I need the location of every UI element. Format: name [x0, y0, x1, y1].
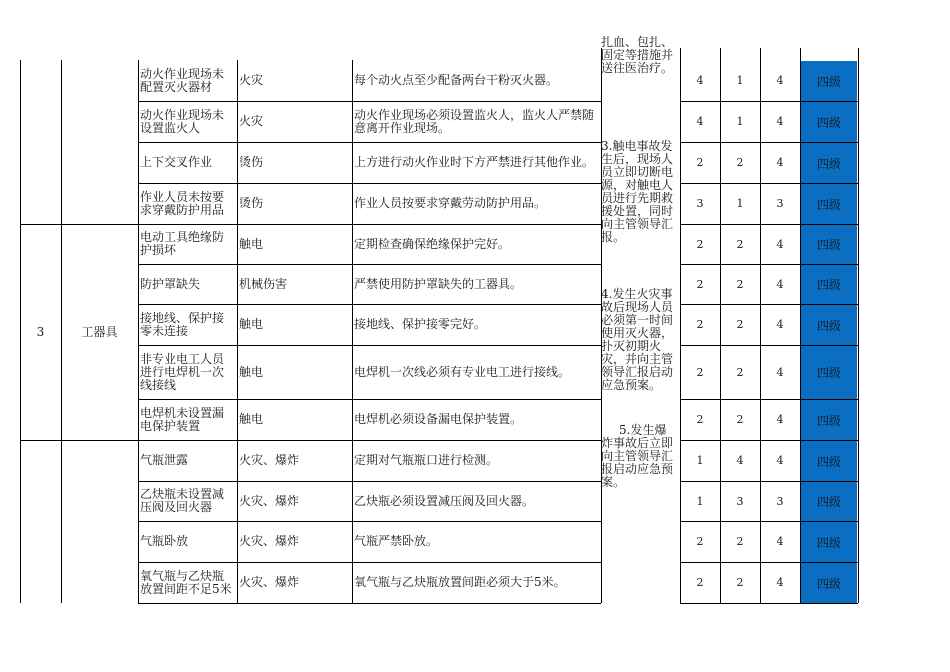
row-likelihood: 2 [696, 318, 704, 331]
grid-v-line [61, 60, 62, 603]
grid-h-line [680, 101, 858, 102]
row-item: 气瓶泄露 [140, 453, 189, 467]
row-item: 防护罩缺失 [140, 276, 201, 291]
row-exposure: 2 [736, 156, 744, 169]
row-likelihood: 2 [696, 413, 704, 426]
row-item: 电焊机未设置漏电保护装置 [140, 405, 225, 433]
row-consequence: 4 [776, 365, 784, 379]
row-hazard: 火灾、爆炸 [239, 453, 300, 467]
row-risk-level: 四级 [801, 305, 857, 345]
row-exposure: 2 [736, 576, 744, 589]
row-control: 定期对气瓶瓶口进行检测。 [354, 453, 499, 467]
row-exposure: 1 [736, 197, 744, 210]
grid-v-line [601, 48, 602, 603]
grid-h-line [138, 264, 601, 265]
row-consequence: 4 [776, 318, 784, 331]
grid-h-line [680, 224, 858, 225]
grid-h-line [680, 603, 858, 604]
row-hazard: 触电 [239, 364, 264, 379]
row-consequence: 3 [776, 494, 784, 508]
grid-h-line [680, 399, 858, 400]
grid-h-line [20, 224, 138, 225]
emergency-measure-2-tail: 扎血、包扎、固定等措施并送往医治疗。 [601, 35, 674, 75]
grid-v-line [720, 48, 721, 603]
row-exposure: 1 [736, 115, 744, 128]
row-control: 电焊机一次线必须有专业电工进行接线。 [354, 364, 571, 379]
row-likelihood: 2 [696, 277, 704, 291]
group-3-number: 3 [36, 324, 45, 339]
row-likelihood: 2 [696, 535, 704, 548]
row-item: 接地线、保护接零未连接 [140, 310, 225, 338]
row-exposure: 2 [736, 237, 744, 251]
row-consequence: 4 [776, 576, 784, 589]
row-item: 电动工具绝缘防护损坏 [140, 230, 225, 257]
grid-h-line [680, 264, 858, 265]
grid-h-line [680, 481, 858, 482]
row-hazard: 烫伤 [239, 196, 264, 210]
row-consequence: 4 [776, 535, 784, 548]
row-control: 每个动火点至少配备两台干粉灭火器。 [354, 73, 559, 87]
row-consequence: 3 [776, 197, 784, 210]
row-hazard: 火灾、爆炸 [239, 534, 300, 548]
row-control: 电焊机必须设备漏电保护装置。 [354, 412, 523, 426]
row-risk-level: 四级 [801, 143, 857, 183]
grid-h-line [138, 521, 601, 522]
row-control: 作业人员按要求穿戴劳动防护用品。 [354, 196, 547, 210]
row-control: 上方进行动火作业时下方严禁进行其他作业。 [354, 155, 595, 169]
grid-h-line [20, 440, 138, 441]
grid-v-line [352, 60, 353, 603]
grid-h-line [138, 481, 601, 482]
row-risk-level: 四级 [801, 184, 857, 224]
grid-v-line [858, 48, 859, 603]
row-likelihood: 4 [696, 115, 704, 128]
grid-h-line [138, 399, 601, 400]
row-consequence: 4 [776, 454, 784, 467]
row-consequence: 4 [776, 74, 784, 87]
row-hazard: 触电 [239, 412, 264, 426]
row-risk-level: 四级 [801, 265, 857, 304]
row-control: 乙炔瓶必须设置减压阀及回火器。 [354, 493, 535, 508]
row-exposure: 3 [736, 494, 744, 508]
row-exposure: 2 [736, 535, 744, 548]
row-risk-level: 四级 [801, 61, 857, 101]
row-likelihood: 3 [696, 197, 704, 210]
row-exposure: 2 [736, 365, 744, 379]
emergency-measure-4: 4.发生火灾事故后现场人员必须第一时间使用灭火器，扑灭初期火灾，并向主管领导汇报启动应急预案。 [601, 287, 674, 392]
row-consequence: 4 [776, 413, 784, 426]
row-control: 严禁使用防护罩缺失的工器具。 [354, 276, 523, 291]
grid-h-line [138, 101, 601, 102]
row-risk-level: 四级 [801, 441, 857, 481]
row-hazard: 火灾 [239, 73, 264, 87]
grid-h-line [680, 521, 858, 522]
row-item: 非专业电工人员进行电焊机一次线接线 [140, 351, 225, 392]
grid-v-line [760, 48, 761, 603]
row-likelihood: 2 [696, 576, 704, 589]
row-risk-level: 四级 [801, 400, 857, 440]
row-hazard: 触电 [239, 317, 264, 331]
row-likelihood: 2 [696, 156, 704, 169]
row-likelihood: 2 [696, 365, 704, 379]
grid-v-line [138, 60, 139, 603]
grid-h-line [138, 304, 601, 305]
row-item: 氧气瓶与乙炔瓶放置间距不足5米 [140, 568, 232, 596]
row-risk-level: 四级 [801, 102, 857, 142]
row-likelihood: 1 [696, 494, 704, 508]
row-control: 接地线、保护接零完好。 [354, 317, 487, 331]
row-likelihood: 2 [696, 237, 704, 251]
grid-h-line [680, 345, 858, 346]
grid-h-line [138, 183, 601, 184]
row-likelihood: 4 [696, 74, 704, 87]
row-item: 动火作业现场未配置灭火器材 [140, 66, 225, 94]
grid-v-line [800, 48, 801, 603]
grid-h-line [138, 142, 601, 143]
row-risk-level: 四级 [801, 225, 857, 264]
row-consequence: 4 [776, 277, 784, 291]
row-control: 定期检查确保绝缘保护完好。 [354, 236, 511, 251]
row-risk-level: 四级 [801, 482, 857, 521]
row-consequence: 4 [776, 156, 784, 169]
row-exposure: 1 [736, 74, 744, 87]
grid-h-line [138, 345, 601, 346]
row-risk-level: 四级 [801, 522, 857, 562]
row-control: 氧气瓶与乙炔瓶放置间距必须大于5米。 [354, 575, 566, 589]
row-item: 气瓶卧放 [140, 534, 189, 548]
row-consequence: 4 [776, 115, 784, 128]
grid-v-line [680, 48, 681, 603]
emergency-measures-column [601, 35, 679, 602]
row-hazard: 机械伤害 [239, 276, 288, 291]
emergency-measure-5: 5.发生爆炸事故后立即向主管领导汇报启动应急预案。 [601, 423, 674, 489]
group-3-name: 工器具 [81, 324, 118, 339]
grid-h-line [680, 440, 858, 441]
row-control: 动火作业现场必须设置监火人，监火人严禁随意离开作业现场。 [354, 107, 595, 135]
grid-h-line [138, 603, 601, 604]
row-hazard: 火灾、爆炸 [239, 493, 300, 508]
row-item: 作业人员未按要求穿戴防护用品 [140, 189, 225, 217]
row-hazard: 火灾 [239, 114, 264, 128]
row-hazard: 火灾、爆炸 [239, 575, 300, 589]
row-exposure: 2 [736, 413, 744, 426]
grid-h-line [138, 440, 601, 441]
emergency-measure-3: 3.触电事故发生后，现场人员立即切断电源，对触电人员进行先期救援处置，同时向主管领导汇报。 [601, 139, 674, 244]
row-control: 气瓶严禁卧放。 [354, 534, 439, 548]
row-exposure: 2 [736, 277, 744, 291]
grid-h-line [138, 224, 601, 225]
grid-h-line [138, 562, 601, 563]
row-item: 动火作业现场未设置监火人 [140, 107, 225, 135]
grid-h-line [680, 142, 858, 143]
row-risk-level: 四级 [801, 346, 857, 399]
grid-h-line [680, 183, 858, 184]
grid-v-line [237, 60, 238, 603]
row-hazard: 触电 [239, 236, 264, 251]
row-item: 乙炔瓶未设置减压阀及回火器 [140, 487, 225, 514]
row-hazard: 烫伤 [239, 155, 264, 169]
grid-h-line [680, 304, 858, 305]
row-item: 上下交叉作业 [140, 155, 213, 169]
row-exposure: 2 [736, 318, 744, 331]
row-consequence: 4 [776, 237, 784, 251]
grid-h-line [680, 562, 858, 563]
grid-v-line [20, 60, 21, 603]
row-exposure: 4 [736, 454, 744, 467]
row-likelihood: 1 [696, 454, 704, 467]
row-risk-level: 四级 [801, 563, 857, 603]
